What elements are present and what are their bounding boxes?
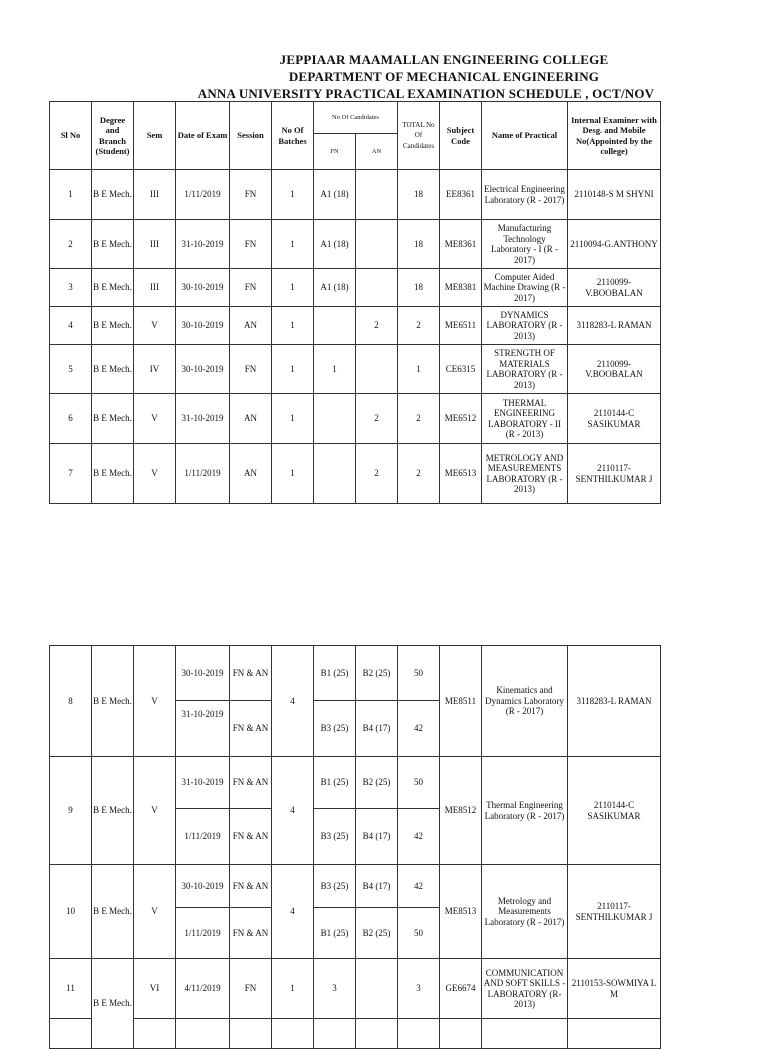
cell-an [356,959,398,1019]
cell-practical: STRENGTH OF MATERIALS LABORATORY (R - 2013) [482,345,568,394]
cell-degree: B E Mech. [92,307,134,345]
cell-degree: B E Mech. [92,220,134,269]
cell-examiner: 2110144-C SASIKUMAR [568,757,661,865]
cell-batches: 1 [272,170,314,220]
cell-total: 3 [398,959,440,1019]
cell-session: AN [230,307,272,345]
cell-practical: DYNAMICS LABORATORY (R - 2013) [482,307,568,345]
cell-code: ME6513 [440,444,482,504]
cell-examiner: 2110153-SOWMIYA L M [568,959,661,1019]
cell-date: 30-10-2019 [176,646,230,701]
cell-an: 2 [356,444,398,504]
cell-examiner: 2110099-V.BOOBALAN [568,345,661,394]
cell-sem: III [134,220,176,269]
cell-date [176,1019,230,1049]
cell-batches: 1 [272,307,314,345]
cell-degree: B E Mech. [92,646,134,757]
cell-session: FN [230,220,272,269]
cell-code: GE6674 [440,959,482,1019]
cell-examiner: 2110148-S M SHYNI [568,170,661,220]
cell-an: 2 [356,394,398,444]
table-row [50,345,661,394]
table-row [50,757,661,809]
cell-date: 31-10-2019 [176,220,230,269]
cell-an [356,345,398,394]
cell-practical: METROLOGY AND MEASUREMENTS LABORATORY (R - 2013) [482,444,568,504]
cell-examiner: 2110094-G.ANTHONY [568,220,661,269]
cell-sem: IV [134,345,176,394]
schedule-table-2 [49,645,661,1049]
cell-total: 1 [398,345,440,394]
col-an: AN [356,134,398,170]
table-row [50,220,661,269]
cell-code [440,1019,482,1049]
col-session: Session [230,102,272,170]
cell-degree: B E Mech. [92,444,134,504]
cell-batches: 1 [272,220,314,269]
cell-practical: Thermal Engineering Laboratory (R - 2017) [482,757,568,865]
cell-date: 1/11/2019 [176,170,230,220]
cell-an: 2 [356,307,398,345]
cell-examiner: 2110117-SENTHILKUMAR J [568,444,661,504]
cell-batches: 1 [272,444,314,504]
table-row [50,269,661,307]
cell-sl: 7 [50,444,92,504]
cell-sem: V [134,757,176,865]
cell-session: FN & AN [230,908,272,959]
cell-fn [314,394,356,444]
cell-total: 18 [398,220,440,269]
cell-sl: 3 [50,269,92,307]
cell-an [356,269,398,307]
cell-sl: 2 [50,220,92,269]
cell-session: FN & AN [230,757,272,809]
table-row [50,865,661,908]
cell-session: AN [230,394,272,444]
cell-examiner [568,1019,661,1049]
cell-practical [482,1019,568,1049]
cell-session: FN [230,170,272,220]
cell-date: 1/11/2019 [176,809,230,865]
cell-fn: B1 (25) [314,757,356,809]
col-date: Date of Exam [176,102,230,170]
col-degree: Degree and Branch (Student) [92,102,134,170]
cell-practical: Manufacturing Technology Laboratory - I (R - 2017) [482,220,568,269]
table-row [50,959,661,1019]
cell-fn [314,307,356,345]
cell-an: B4 (17) [356,865,398,908]
cell-sem: V [134,394,176,444]
cell-total: 18 [398,269,440,307]
college-name: JEPPIAAR MAAMALLAN ENGINEERING COLLEGE [279,52,609,67]
cell-practical: Kinematics and Dynamics Laboratory (R - 2017) [482,646,568,757]
cell-date: 30-10-2019 [176,865,230,908]
cell-fn: 3 [314,959,356,1019]
cell-session: FN [230,269,272,307]
cell-degree: B E Mech. [92,170,134,220]
col-sem: Sem [134,102,176,170]
cell-fn: 1 [314,345,356,394]
cell-code: ME8511 [440,646,482,757]
cell-examiner: 3118283-L RAMAN [568,646,661,757]
cell-fn: A1 (18) [314,220,356,269]
cell-code: EE8361 [440,170,482,220]
col-examiner: Internal Examiner with Desg. and Mobile No(Appointed by the college) [568,102,661,170]
col-subject-code: Subject Code [440,102,482,170]
cell-code: ME8361 [440,220,482,269]
cell-degree: B E Mech. [92,394,134,444]
cell-an: B2 (25) [356,646,398,701]
cell-batches: 1 [272,345,314,394]
cell-practical: COMMUNICATION AND SOFT SKILLS - LABORATORY (R-2013) [482,959,568,1019]
table-row [50,646,661,701]
cell-an: B2 (25) [356,757,398,809]
table-row [50,444,661,504]
cell-an: B4 (17) [356,701,398,757]
cell-fn: A1 (18) [314,269,356,307]
cell-session: FN [230,959,272,1019]
cell-batches: 4 [272,757,314,865]
cell-date: 4/11/2019 [176,959,230,1019]
cell-date: 1/11/2019 [176,908,230,959]
cell-date: 1/11/2019 [176,444,230,504]
cell-session: AN [230,444,272,504]
cell-fn: B3 (25) [314,809,356,865]
table-row [50,307,661,345]
cell-total: 42 [398,809,440,865]
cell-total: 2 [398,307,440,345]
cell-batches: 1 [272,959,314,1019]
cell-total: 2 [398,444,440,504]
cell-session: FN [230,345,272,394]
cell-degree: B E Mech. [92,865,134,959]
cell-sem: VI [134,959,176,1019]
cell-sem: V [134,307,176,345]
cell-an: B4 (17) [356,809,398,865]
cell-sl: 8 [50,646,92,757]
cell-practical: Electrical Engineering Laboratory (R - 2017) [482,170,568,220]
cell-fn: A1 (18) [314,170,356,220]
cell-examiner: 2110144-C SASIKUMAR [568,394,661,444]
col-practical: Name of Practical [482,102,568,170]
cell-sl: 9 [50,757,92,865]
cell-degree: B E Mech. [92,269,134,307]
cell-an [356,1019,398,1049]
col-sl-no: Sl No [50,102,92,170]
cell-code: ME8381 [440,269,482,307]
col-fn: FN [314,134,356,170]
cell-practical: Metrology and Measurements Laboratory (R - 2017) [482,865,568,959]
cell-fn: B1 (25) [314,646,356,701]
col-total: TOTAL No Of Candidates [398,102,440,170]
cell-session: FN & AN [230,646,272,701]
cell-degree: B E Mech. [92,757,134,865]
cell-code: ME6511 [440,307,482,345]
cell-fn: B1 (25) [314,908,356,959]
cell-fn: B3 (25) [314,865,356,908]
cell-examiner: 2110117-SENTHILKUMAR J [568,865,661,959]
cell-date: 30-10-2019 [176,345,230,394]
cell-an [356,220,398,269]
cell-total [398,1019,440,1049]
cell-batches: 1 [272,269,314,307]
table-row [50,394,661,444]
cell-batches: 1 [272,394,314,444]
cell-sem: III [134,269,176,307]
cell-session: FN & AN [230,701,272,757]
cell-date: 31-10-2019 [176,394,230,444]
cell-sl: 10 [50,865,92,959]
table-row [50,1019,661,1049]
cell-total: 18 [398,170,440,220]
cell-sl: 1 [50,170,92,220]
cell-session: FN & AN [230,865,272,908]
cell-total: 42 [398,865,440,908]
cell-an [356,170,398,220]
cell-practical: Computer Aided Machine Drawing (R - 2017) [482,269,568,307]
cell-sl: 4 [50,307,92,345]
col-candidates: No Of Candidates [314,102,398,134]
cell-fn [314,1019,356,1049]
cell-fn [314,444,356,504]
cell-date: 30-10-2019 [176,307,230,345]
cell-date: 31-10-2019 [176,701,230,757]
cell-sem [134,1019,176,1049]
cell-code: ME8513 [440,865,482,959]
cell-an: B2 (25) [356,908,398,959]
cell-code: ME8512 [440,757,482,865]
cell-sem: V [134,646,176,757]
table-row [50,170,661,220]
cell-session [230,1019,272,1049]
cell-sem: III [134,170,176,220]
cell-date: 30-10-2019 [176,269,230,307]
cell-batches [272,1019,314,1049]
cell-total: 50 [398,908,440,959]
cell-total: 50 [398,757,440,809]
cell-total: 2 [398,394,440,444]
cell-fn: B3 (25) [314,701,356,757]
cell-practical: THERMAL ENGINEERING LABORATORY - II (R - 2013) [482,394,568,444]
cell-examiner: 2110099-V.BOOBALAN [568,269,661,307]
department-name: DEPARTMENT OF MECHANICAL ENGINEERING [288,69,600,84]
cell-total: 42 [398,701,440,757]
cell-code: CE6315 [440,345,482,394]
cell-batches: 4 [272,865,314,959]
schedule-title: ANNA UNIVERSITY PRACTICAL EXAMINATION SCHEDULE , OCT/NOV [197,86,655,101]
cell-total: 50 [398,646,440,701]
cell-sl: 11 [50,959,92,1019]
col-batches: No Of Batches [272,102,314,170]
cell-degree: B E Mech. [92,959,134,1049]
cell-sl: 5 [50,345,92,394]
schedule-table-1 [49,101,661,504]
cell-session: FN & AN [230,809,272,865]
cell-batches: 4 [272,646,314,757]
cell-sem: V [134,865,176,959]
cell-degree: B E Mech. [92,345,134,394]
cell-sl: 6 [50,394,92,444]
cell-sem: V [134,444,176,504]
cell-date: 31-10-2019 [176,757,230,809]
cell-code: ME6512 [440,394,482,444]
cell-sl [50,1019,92,1049]
cell-examiner: 3118283-L RAMAN [568,307,661,345]
